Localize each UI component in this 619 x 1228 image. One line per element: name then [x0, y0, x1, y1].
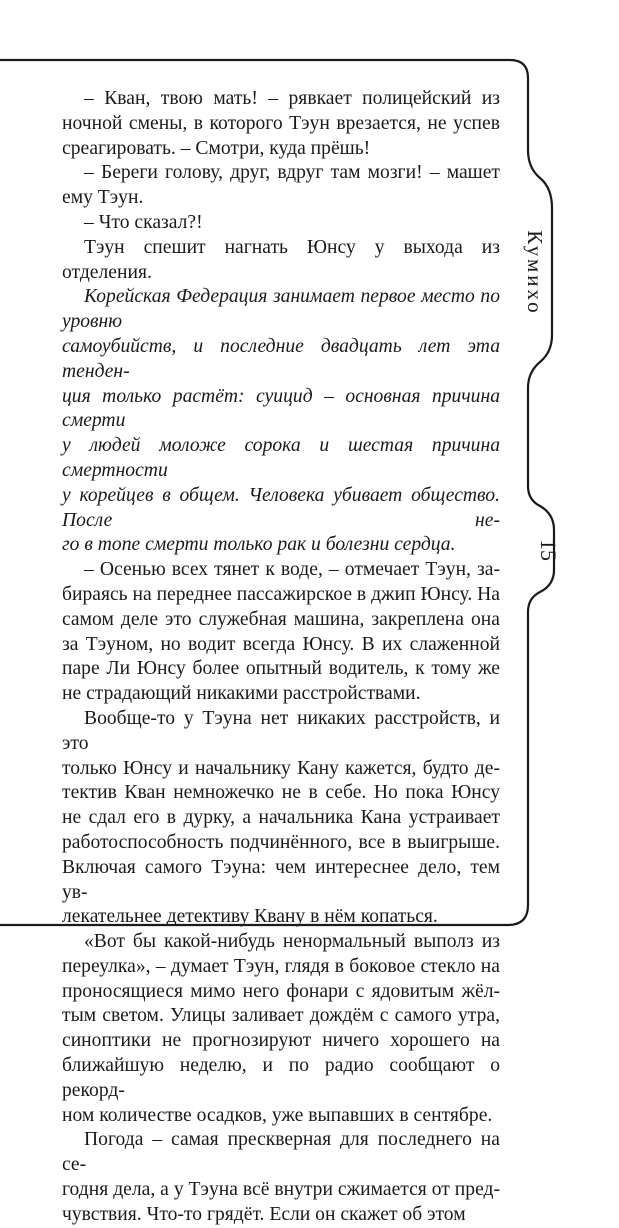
text-line: Погода – самая прескверная для последнего на се-	[62, 1129, 500, 1176]
paragraph	[62, 285, 500, 558]
paragraph	[62, 558, 500, 707]
text-line: – Осенью всех тянет к воде, – отмечает Тэун, за-	[84, 559, 500, 581]
text-line: ция только растёт: суицид – основная причина смерти	[62, 385, 500, 432]
text-line: Корейская Федерация занимает первое место по уровню	[62, 286, 500, 333]
text-line: чувствия. Что-то грядёт. Если он скажет об этом	[62, 1203, 466, 1225]
text-line: – Кван, твою мать! – рявкает полицейский из	[84, 88, 500, 109]
text-line: только Юнсу и начальнику Кану кажется, будто де-	[62, 757, 500, 779]
text-line: у людей моложе сорока и шестая причина смертности	[62, 435, 500, 481]
text-line: самоубийств, и последние двадцать лет эта тенден-	[62, 335, 500, 382]
page-number: 15	[536, 539, 561, 561]
running-title: Кумихо	[523, 230, 547, 316]
text-line: ему Тэун.	[62, 187, 144, 209]
text-line: синоптики не прогнозируют ничего хорошего на	[62, 1030, 500, 1052]
text-line: – Береги голову, друг, вдруг там мозги! – машет	[84, 162, 500, 184]
paragraph	[62, 930, 500, 1128]
text-line: проносящиеся мимо него фонари с ядовитым жёл-	[62, 980, 500, 1002]
paragraph	[62, 87, 500, 161]
text-line: самом деле это служебная машина, закреплена она	[62, 608, 500, 630]
body-text	[62, 87, 500, 1228]
text-line: бираясь на переднее пассажирское в джип Юнсу. На	[62, 583, 500, 605]
text-line: не страдающий никакими расстройствами.	[62, 683, 421, 705]
text-line: ближайшую неделю, и по радио сообщают о рекорд-	[62, 1055, 500, 1101]
text-line: лекательнее детективу Квану в нём копаться.	[62, 906, 438, 928]
paragraph	[62, 1128, 500, 1227]
text-line: работоспособность подчинённого, все в выигрыше.	[62, 831, 500, 853]
paragraph	[62, 161, 500, 211]
text-line: Включая самого Тэуна: чем интереснее дело, тем ув-	[62, 856, 500, 903]
paragraph	[62, 707, 500, 930]
text-line: «Вот бы какой-нибудь ненормальный выполз из	[84, 931, 500, 953]
text-line: паре Ли Юнсу более опытный водитель, к тому же	[62, 658, 500, 680]
text-line: у корейцев в общем. Человека убивает общество. После не-	[62, 484, 500, 531]
paragraph	[62, 211, 500, 236]
text-line: не сдал его в дурку, а начальника Кана устраивает	[62, 807, 500, 829]
text-line: го в топе смерти только рак и болезни сердца.	[62, 534, 456, 556]
text-line: за Тэуном, но водит всегда Юнсу. В их слаженной	[62, 633, 500, 655]
text-line: тым светом. Улицы заливает дождём с самого утра,	[62, 1005, 500, 1027]
text-line: годня дела, а у Тэуна всё внутри сжимается от пред-	[62, 1179, 500, 1201]
text-line: тектив Кван немножечко не в себе. Но пока Юнсу	[62, 782, 500, 804]
text-line: переулка», – думает Тэун, глядя в боковое стекло на	[62, 955, 500, 977]
text-line: Тэун спешит нагнать Юнсу у выхода из отделения.	[62, 236, 500, 283]
text-line: среагировать. – Смотри, куда прёшь!	[62, 137, 371, 159]
text-line: – Что сказал?!	[84, 211, 203, 233]
text-line: ночной смены, в которого Тэун врезается, не успев	[62, 112, 500, 134]
paragraph	[62, 236, 500, 286]
text-line: Вообще-то у Тэуна нет никаких расстройств, и это	[62, 707, 500, 754]
text-line: ном количестве осадков, уже выпавших в сентябре.	[62, 1104, 493, 1126]
